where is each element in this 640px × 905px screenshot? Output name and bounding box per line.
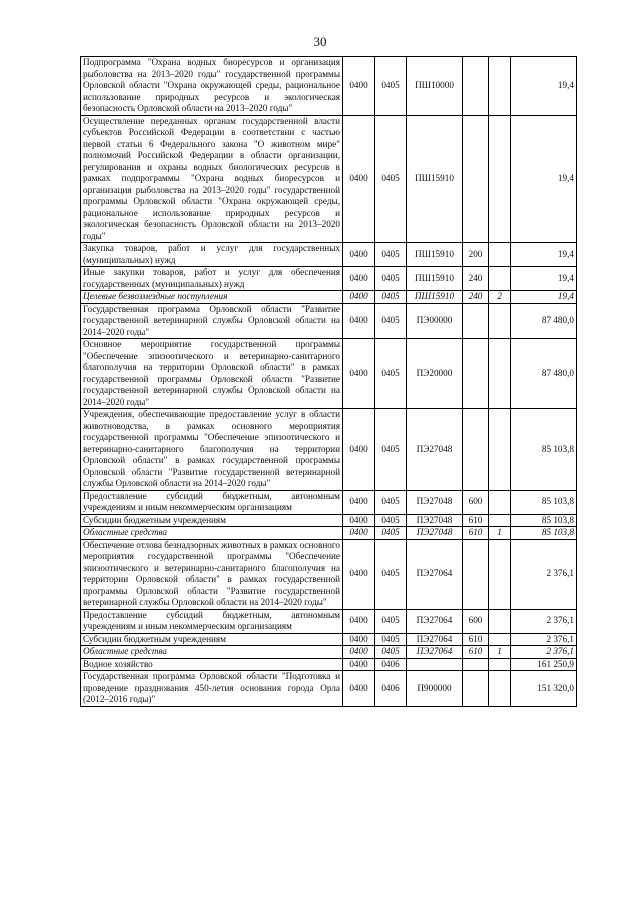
amount-cell: 19,4	[511, 57, 577, 116]
funding-source-cell	[489, 267, 511, 291]
table-row	[81, 339, 577, 409]
target-article-cell	[407, 658, 463, 671]
section-code-cell: 0400	[343, 267, 375, 291]
expense-name-cell: Областные средства	[81, 527, 343, 540]
expense-name-cell: Предоставление субсидий бюджетным, автономным учреждениям и иным некоммерческим организациям	[81, 490, 343, 514]
subsection-code-cell: 0405	[375, 115, 407, 243]
funding-source-cell	[489, 658, 511, 671]
subsection-code-cell: 0405	[375, 267, 407, 291]
table-row	[81, 527, 577, 540]
target-article-cell: ПШ15910	[407, 291, 463, 304]
expense-type-cell: 200	[463, 243, 489, 267]
funding-source-cell	[489, 490, 511, 514]
funding-source-cell	[489, 57, 511, 116]
subsection-code-cell: 0405	[375, 409, 407, 491]
subsection-code-cell: 0405	[375, 527, 407, 540]
section-code-cell: 0400	[343, 291, 375, 304]
budget-table	[80, 56, 577, 707]
section-code-cell: 0400	[343, 514, 375, 527]
amount-cell: 19,4	[511, 291, 577, 304]
amount-cell: 19,4	[511, 267, 577, 291]
target-article-cell: ПЭ27064	[407, 609, 463, 633]
amount-cell: 87 480,0	[511, 303, 577, 339]
table-row	[81, 658, 577, 671]
funding-source-cell: 1	[489, 646, 511, 659]
amount-cell: 85 103,8	[511, 514, 577, 527]
funding-source-cell	[489, 609, 511, 633]
target-article-cell: ПШ15910	[407, 267, 463, 291]
subsection-code-cell: 0405	[375, 339, 407, 409]
target-article-cell: ПЭ27048	[407, 527, 463, 540]
target-article-cell: ПЭ20000	[407, 339, 463, 409]
target-article-cell: П900000	[407, 671, 463, 707]
table-row	[81, 409, 577, 491]
subsection-code-cell: 0405	[375, 514, 407, 527]
subsection-code-cell: 0405	[375, 609, 407, 633]
expense-name-cell: Предоставление субсидий бюджетным, автономным учреждениям и иным некоммерческим организациям	[81, 609, 343, 633]
funding-source-cell	[489, 409, 511, 491]
expense-type-cell	[463, 339, 489, 409]
amount-cell: 85 103,8	[511, 527, 577, 540]
expense-name-cell: Водное хозяйство	[81, 658, 343, 671]
expense-type-cell: 240	[463, 291, 489, 304]
funding-source-cell	[489, 514, 511, 527]
target-article-cell: ПЭ00000	[407, 303, 463, 339]
section-code-cell: 0400	[343, 633, 375, 646]
expense-type-cell: 240	[463, 267, 489, 291]
table-row	[81, 115, 577, 243]
expense-name-cell: Областные средства	[81, 646, 343, 659]
expense-type-cell: 610	[463, 633, 489, 646]
amount-cell: 2 376,1	[511, 633, 577, 646]
section-code-cell: 0400	[343, 339, 375, 409]
amount-cell: 19,4	[511, 243, 577, 267]
table-row	[81, 291, 577, 304]
table-row	[81, 490, 577, 514]
subsection-code-cell: 0405	[375, 646, 407, 659]
table-row	[81, 514, 577, 527]
table-row	[81, 57, 577, 116]
amount-cell: 85 103,8	[511, 409, 577, 491]
expense-type-cell	[463, 539, 489, 609]
funding-source-cell	[489, 243, 511, 267]
subsection-code-cell: 0406	[375, 658, 407, 671]
expense-name-cell: Учреждения, обеспечивающие предоставление услуг в области животноводства, в рамках основного мероприятия государственной программы "Обеспечение эпизоотического и ветеринарно-санитарного благополучия на территории Орловской области" в рамках государственной программы Орловской области "Развитие государственной ветеринарной службы Орловской области на 2014–2020 годы"	[81, 409, 343, 491]
expense-name-cell: Субсидии бюджетным учреждениям	[81, 514, 343, 527]
subsection-code-cell: 0405	[375, 57, 407, 116]
expense-name-cell: Государственная программа Орловской области "Подготовка и проведение празднования 450-летия основания города Орла (2012–2016 годы)"	[81, 671, 343, 707]
funding-source-cell: 1	[489, 527, 511, 540]
expense-type-cell: 600	[463, 490, 489, 514]
section-code-cell: 0400	[343, 490, 375, 514]
page-number: 30	[313, 34, 327, 49]
amount-cell: 85 103,8	[511, 490, 577, 514]
funding-source-cell	[489, 671, 511, 707]
section-code-cell: 0400	[343, 303, 375, 339]
section-code-cell: 0400	[343, 658, 375, 671]
subsection-code-cell: 0405	[375, 243, 407, 267]
subsection-code-cell: 0405	[375, 539, 407, 609]
expense-type-cell	[463, 409, 489, 491]
expense-name-cell: Государственная программа Орловской области "Развитие государственной ветеринарной службы Орловской области на 2014–2020 годы"	[81, 303, 343, 339]
table-row	[81, 303, 577, 339]
section-code-cell: 0400	[343, 409, 375, 491]
expense-type-cell	[463, 303, 489, 339]
table-row	[81, 539, 577, 609]
target-article-cell: ПЭ27048	[407, 490, 463, 514]
section-code-cell: 0400	[343, 671, 375, 707]
funding-source-cell: 2	[489, 291, 511, 304]
funding-source-cell	[489, 539, 511, 609]
funding-source-cell	[489, 303, 511, 339]
expense-type-cell: 610	[463, 514, 489, 527]
section-code-cell: 0400	[343, 646, 375, 659]
funding-source-cell	[489, 339, 511, 409]
table-row	[81, 267, 577, 291]
amount-cell: 2 376,1	[511, 609, 577, 633]
table-row	[81, 243, 577, 267]
amount-cell: 87 480,0	[511, 339, 577, 409]
expense-name-cell: Основное мероприятие государственной программы "Обеспечение эпизоотического и ветеринарно-санитарного благополучия на территории Орловской области" в рамках государственной программы Орловской области "Развитие государственной ветеринарной службы Орловской области на 2014–2020 годы"	[81, 339, 343, 409]
target-article-cell: ПШ15910	[407, 243, 463, 267]
table-row	[81, 609, 577, 633]
amount-cell: 19,4	[511, 115, 577, 243]
table-row	[81, 633, 577, 646]
amount-cell: 151 320,0	[511, 671, 577, 707]
expense-type-cell: 600	[463, 609, 489, 633]
subsection-code-cell: 0406	[375, 671, 407, 707]
subsection-code-cell: 0405	[375, 303, 407, 339]
expense-name-cell: Закупка товаров, работ и услуг для государственных (муниципальных) нужд	[81, 243, 343, 267]
expense-name-cell: Подпрограмма "Охрана водных биоресурсов и организация рыболовства на 2013–2020 годы" государственной программы Орловской области "Охрана окружающей среды, рациональное использование природных ресурсов и экологическая безопасность Орловской области на 2013–2020 годы"	[81, 57, 343, 116]
amount-cell: 161 250,9	[511, 658, 577, 671]
target-article-cell: ПШ15910	[407, 115, 463, 243]
target-article-cell: ПЭ27064	[407, 646, 463, 659]
target-article-cell: ПШ10000	[407, 57, 463, 116]
expense-name-cell: Обеспечение отлова безнадзорных животных в рамках основного мероприятия государственной программы "Обеспечение эпизоотического и ветеринарно-санитарного благополучия на территории Орловской области" в рамках государственной программы Орловской области "Развитие государственной ветеринарной службы Орловской области на 2014–2020 годы"	[81, 539, 343, 609]
section-code-cell: 0400	[343, 539, 375, 609]
table-row	[81, 646, 577, 659]
expense-type-cell	[463, 57, 489, 116]
target-article-cell: ПЭ27048	[407, 409, 463, 491]
expense-type-cell	[463, 671, 489, 707]
section-code-cell: 0400	[343, 243, 375, 267]
subsection-code-cell: 0405	[375, 291, 407, 304]
section-code-cell: 0400	[343, 57, 375, 116]
expense-name-cell: Целевые безвозмездные поступления	[81, 291, 343, 304]
expense-name-cell: Осуществление переданных органам государственной власти субъектов Российской Федерации в соответствии с частью первой статьи 6 Федерального закона "О животном мире" полномочий Российской Федерации в области организации, регулирования и охраны водных биологических ресурсов в рамках подпрограммы "Охрана водных биоресурсов и организация рыболовства на 2013–2020 годы" государственной программы Орловской области "Охрана окружающей среды, рациональное использование природных ресурсов и экологическая безопасность Орловской области на 2013–2020 годы"	[81, 115, 343, 243]
target-article-cell: ПЭ27064	[407, 539, 463, 609]
expense-type-cell	[463, 658, 489, 671]
budget-table-body	[81, 57, 577, 707]
expense-type-cell: 610	[463, 646, 489, 659]
funding-source-cell	[489, 633, 511, 646]
expense-type-cell	[463, 115, 489, 243]
table-row	[81, 671, 577, 707]
expense-type-cell: 610	[463, 527, 489, 540]
target-article-cell: ПЭ27064	[407, 633, 463, 646]
section-code-cell: 0400	[343, 527, 375, 540]
funding-source-cell	[489, 115, 511, 243]
section-code-cell: 0400	[343, 609, 375, 633]
amount-cell: 2 376,1	[511, 646, 577, 659]
section-code-cell: 0400	[343, 115, 375, 243]
subsection-code-cell: 0405	[375, 490, 407, 514]
amount-cell: 2 376,1	[511, 539, 577, 609]
target-article-cell: ПЭ27048	[407, 514, 463, 527]
expense-name-cell: Субсидии бюджетным учреждениям	[81, 633, 343, 646]
subsection-code-cell: 0405	[375, 633, 407, 646]
expense-name-cell: Иные закупки товаров, работ и услуг для обеспечения государственных (муниципальных) нужд	[81, 267, 343, 291]
